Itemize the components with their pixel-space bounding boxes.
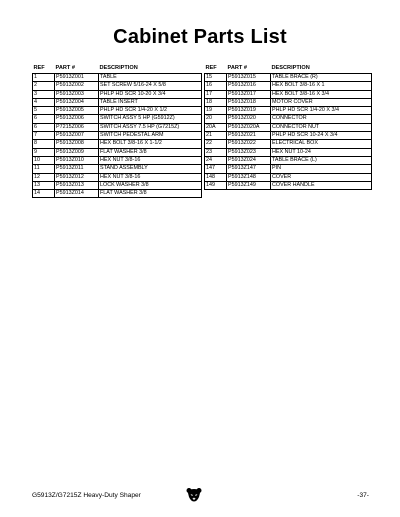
ref-cell: 10 [33,156,55,164]
description-cell: COVER [271,173,372,181]
ref-header: REF [33,65,45,71]
table-row [33,74,202,82]
ref-cell: 16 [205,82,227,90]
part-number-cell: P5913Z002 [55,82,99,90]
table-row [33,148,202,156]
description-cell: HEX BOLT 3/8-16 X 3/4 [271,90,372,98]
description-cell: TABLE [99,74,202,82]
table-row [33,115,202,123]
ref-cell: 18 [205,98,227,106]
description-cell: MOTOR COVER [271,98,372,106]
part-number-cell: P5913Z001 [55,74,99,82]
part-number-cell: P5913Z018 [227,98,271,106]
part-number-cell: P5913Z012 [55,173,99,181]
table-row [205,98,372,106]
table-row [205,173,372,181]
table-header-row [33,64,202,74]
table-row [205,115,372,123]
part-number-cell: P5913Z149 [227,181,271,189]
description-cell: HEX BOLT 3/8-16 X 1-1/2 [99,140,202,148]
table-row [33,156,202,164]
ref-cell: 20A [205,123,227,131]
page-title: Cabinet Parts List [113,26,287,48]
part-number-cell: P5913Z010 [55,156,99,164]
ref-cell: 17 [205,90,227,98]
description-header: DESCRIPTION [271,65,310,71]
ref-cell: 20 [205,115,227,123]
part-number-cell: P5913Z008 [55,140,99,148]
part-number-cell: P5913Z004 [55,98,99,106]
table-row [33,165,202,173]
ref-cell: 3 [33,90,55,98]
table-row [205,165,372,173]
part-number-cell: P5913Z148 [227,173,271,181]
description-cell: HEX NUT 3/8-16 [99,173,202,181]
ref-cell: 11 [33,165,55,173]
table-row [205,148,372,156]
table-row [33,107,202,115]
ref-cell: 22 [205,140,227,148]
ref-cell: 21 [205,132,227,140]
table-row [33,140,202,148]
description-cell: STAND ASSEMBLY [99,165,202,173]
part-number-cell: P5913Z017 [227,90,271,98]
description-cell: TABLE INSERT [99,98,202,106]
ref-cell: 148 [205,173,227,181]
ref-cell: 14 [33,190,55,198]
part-number-cell: P5913Z019 [227,107,271,115]
page-number: -37- [357,492,369,499]
description-cell: FLAT WASHER 3/8 [99,148,202,156]
description-cell: LOCK WASHER 3/8 [99,181,202,189]
ref-cell: 1 [33,74,55,82]
description-cell: PHLP HD SCR 10-20 X 3/4 [99,90,202,98]
ref-cell: 8 [33,140,55,148]
description-cell: SWITCH ASSY 7.5 HP (G7215Z) [99,123,202,131]
part-number-cell: P5913Z147 [227,165,271,173]
table-row [205,156,372,164]
description-cell: COVER HANDLE [271,181,372,189]
description-header: DESCRIPTION [99,65,138,71]
ref-cell: 24 [205,156,227,164]
description-cell: FLAT WASHER 3/8 [99,190,202,198]
description-cell: PIN [271,165,372,173]
description-cell: SWITCH PEDESTAL ARM [99,132,202,140]
table-row [205,74,372,82]
part-header: PART # [227,65,247,71]
description-cell: SET SCREW 5/16-24 X 5/8 [99,82,202,90]
table-row [205,181,372,189]
ref-cell: 149 [205,181,227,189]
table-row [33,132,202,140]
part-number-cell: P5913Z011 [55,165,99,173]
table-row [33,190,202,198]
ref-cell: 6 [33,123,55,131]
table-row [205,82,372,90]
part-number-cell: P5913Z021 [227,132,271,140]
description-cell: HEX NUT 10-24 [271,148,372,156]
part-number-cell: P5913Z013 [55,181,99,189]
ref-cell: 6 [33,115,55,123]
description-cell: HEX NUT 3/8-16 [99,156,202,164]
description-cell: PHLP HD SCR 10-24 X 3/4 [271,132,372,140]
part-number-cell: P5913Z020A [227,123,271,131]
description-cell: CONNECTOR NUT [271,123,372,131]
description-cell: TABLE BRACE (L) [271,156,372,164]
description-cell: ELECTRICAL BOX [271,140,372,148]
description-cell: PHLP HD SCR 1/4-20 X 3/4 [271,107,372,115]
part-header: PART # [55,65,75,71]
part-number-cell: P5913Z020 [227,115,271,123]
ref-cell: 23 [205,148,227,156]
description-cell: SWITCH ASSY 5 HP (G5912Z) [99,115,202,123]
ref-cell: 12 [33,173,55,181]
ref-cell: 5 [33,107,55,115]
parts-table-right [204,64,372,190]
part-number-cell: P5913Z009 [55,148,99,156]
table-row [205,140,372,148]
ref-cell: 147 [205,165,227,173]
ref-cell: 19 [205,107,227,115]
ref-cell: 9 [33,148,55,156]
parts-table-left [32,64,202,198]
ref-cell: 4 [33,98,55,106]
ref-cell: 13 [33,181,55,189]
footer-model: G5913Z/G7215Z Heavy-Duty Shaper [32,492,141,499]
table-header-row [205,64,372,74]
part-number-cell: P5913Z003 [55,90,99,98]
part-number-cell: P5913Z015 [227,74,271,82]
table-row [33,181,202,189]
table-row [205,90,372,98]
description-cell: CONNECTOR [271,115,372,123]
part-number-cell: P5913Z014 [55,190,99,198]
part-number-cell: P5913Z006 [55,115,99,123]
part-number-cell: P5913Z005 [55,107,99,115]
part-number-cell: P5913Z016 [227,82,271,90]
description-cell: HEX BOLT 3/8-16 X 1 [271,82,372,90]
table-row [33,98,202,106]
table-row [33,82,202,90]
table-row [205,123,372,131]
part-number-cell: P5913Z007 [55,132,99,140]
part-number-cell: P5913Z024 [227,156,271,164]
part-number-cell: P5913Z023 [227,148,271,156]
description-cell: PHLP HD SCR 1/4-20 X 1/2 [99,107,202,115]
table-row [205,107,372,115]
ref-cell: 2 [33,82,55,90]
part-number-cell: P5913Z022 [227,140,271,148]
grizzly-bear-logo-icon [186,487,202,502]
table-row [33,173,202,181]
table-row [33,123,202,131]
table-row [33,90,202,98]
ref-header: REF [205,65,217,71]
description-cell: TABLE BRACE (R) [271,74,372,82]
ref-cell: 7 [33,132,55,140]
table-row [205,132,372,140]
part-number-cell: P7215Z006 [55,123,99,131]
ref-cell: 15 [205,74,227,82]
